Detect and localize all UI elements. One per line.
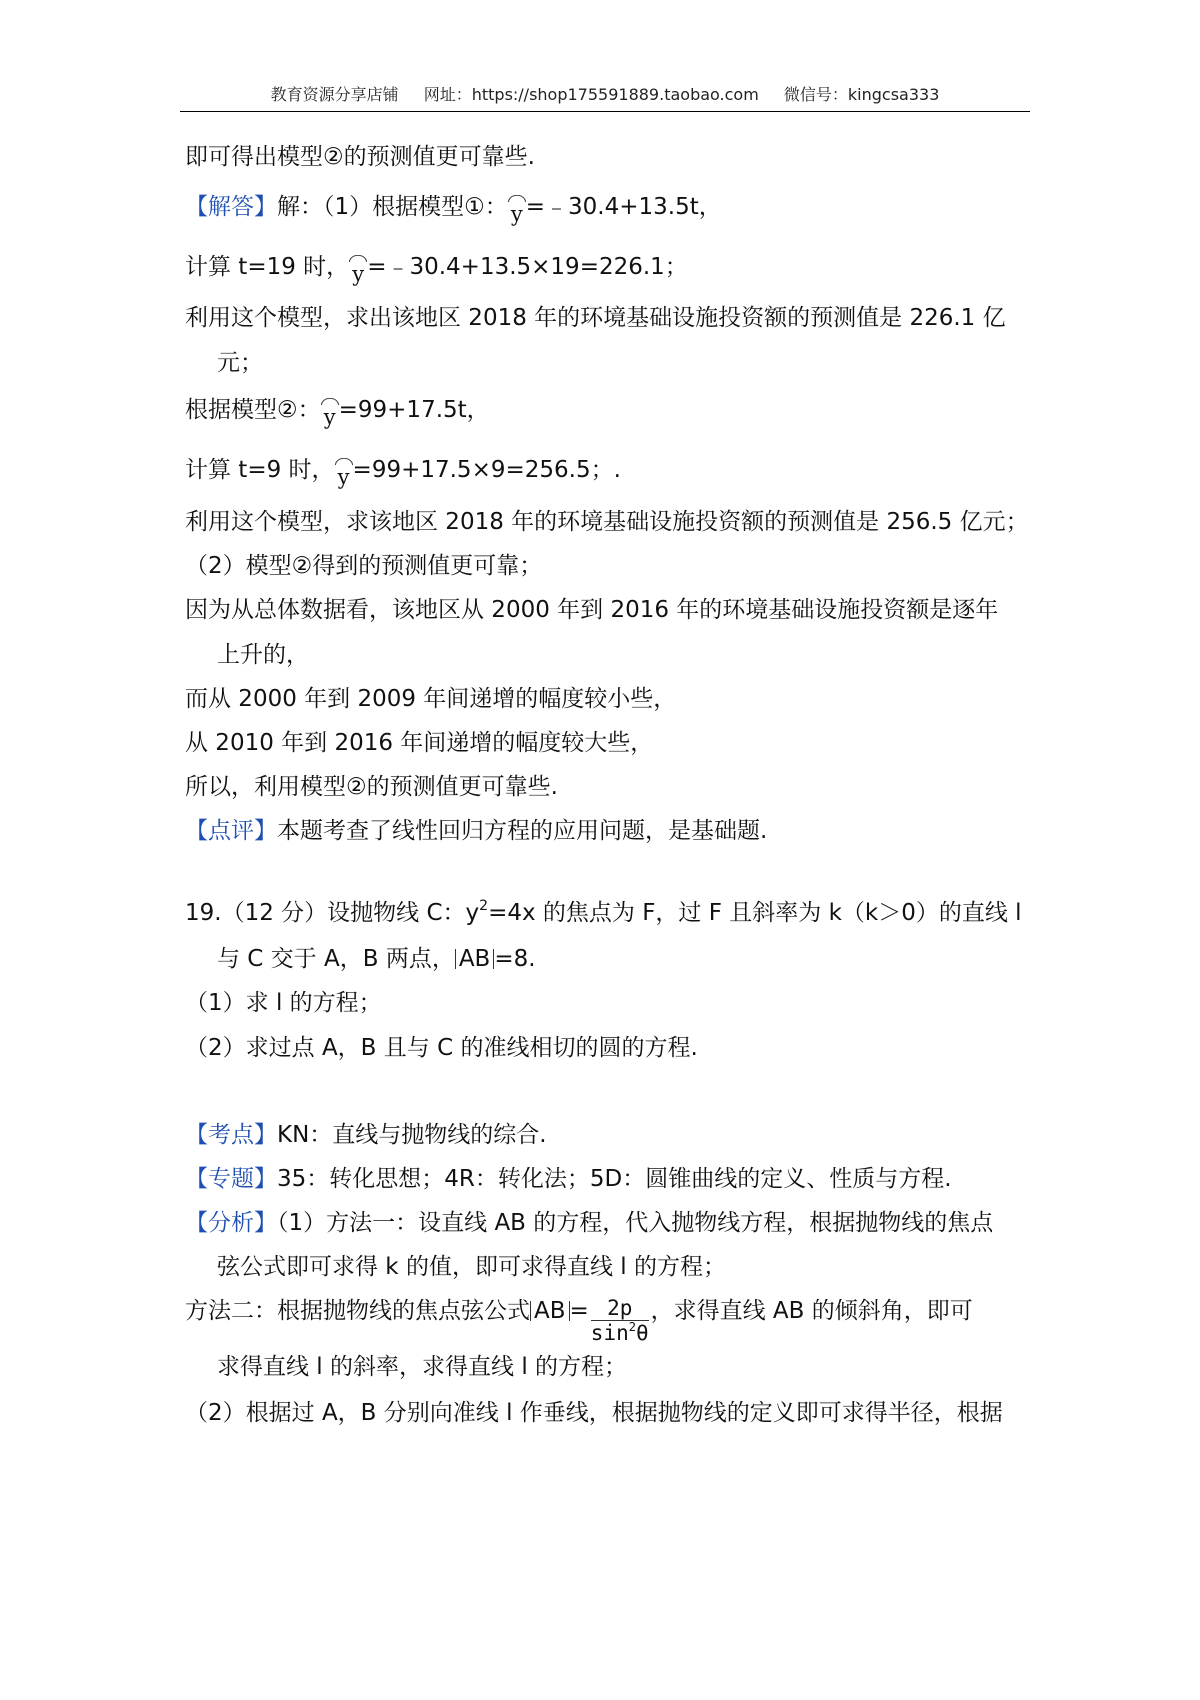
- comment-tag: 【点评】: [185, 818, 277, 844]
- question-19-part1: （1）求 l 的方程；: [185, 990, 382, 1016]
- method-two-line: 方法二：根据抛物线的焦点弦公式 AB = $\frac{2p}{\sin^2\theta}$ ，求得直线 AB 的倾斜角，即可: [185, 1296, 973, 1345]
- text-line: 上升的，: [217, 642, 309, 668]
- answer-tag: 【解答】: [185, 194, 277, 220]
- fraction: $\frac{2p}{\sin^2\theta}$: [590, 1296, 649, 1345]
- kaodian-line: 【考点】KN：直线与抛物线的综合.: [185, 1122, 547, 1148]
- text-line: 即可得出模型②的预测值更可靠些.: [185, 144, 535, 170]
- answer-line: 【解答】解：（1）根据模型①： y =﹣30.4+13.5t，: [185, 192, 722, 229]
- text-line: 求得直线 l 的斜率，求得直线 l 的方程；: [217, 1354, 628, 1380]
- text-line: 根据模型②： y =99+17.5t，: [185, 395, 490, 432]
- text-line: 弦公式即可求得 k 的值，即可求得直线 l 的方程；: [217, 1254, 726, 1280]
- abs-value: AB: [455, 949, 495, 969]
- question-19-part2: （2）求过点 A，B 且与 C 的准线相切的圆的方程.: [185, 1035, 698, 1061]
- y-hat-symbol: y: [321, 402, 339, 432]
- shop-website: 网址：https://shop175591889.taobao.com: [423, 85, 759, 104]
- wechat-id: 微信号：kingcsa333: [783, 85, 940, 104]
- text-line: 计算 t=19 时， y =﹣30.4+13.5×19=226.1；: [185, 252, 688, 289]
- text-line: 利用这个模型，求出该地区 2018 年的环境基础设施投资额的预测值是 226.1 亿: [185, 305, 1006, 331]
- kaodian-tag: 【考点】: [185, 1122, 277, 1148]
- text-line: 元；: [217, 350, 263, 376]
- text-line: （2）模型②得到的预测值更可靠；: [185, 553, 543, 579]
- fenxi-line: 【分析】（1）方法一：设直线 AB 的方程，代入抛物线方程，根据抛物线的焦点: [185, 1210, 994, 1236]
- shop-name: 教育资源分享店铺: [270, 85, 399, 104]
- abs-value: AB: [530, 1301, 570, 1321]
- fenxi-tag: 【分析】: [185, 1210, 277, 1236]
- question-19-cont: 与 C 交于 A，B 两点， AB =8.: [217, 946, 536, 972]
- y-hat-symbol: y: [349, 259, 367, 289]
- text-line: 利用这个模型，求该地区 2018 年的环境基础设施投资额的预测值是 256.5 亿元；: [185, 509, 1029, 535]
- text-line: 而从 2000 年到 2009 年间递增的幅度较小些，: [185, 686, 677, 712]
- page-header: [180, 82, 1030, 105]
- zhuanti-line: 【专题】35：转化思想；4R：转化法；5D：圆锥曲线的定义、性质与方程.: [185, 1166, 952, 1192]
- text-line: 所以，利用模型②的预测值更可靠些.: [185, 774, 558, 800]
- y-hat-symbol: y: [335, 462, 353, 492]
- comment-line: 【点评】本题考查了线性回归方程的应用问题，是基础题.: [185, 818, 768, 844]
- zhuanti-tag: 【专题】: [185, 1166, 277, 1192]
- text-line: 从 2010 年到 2016 年间递增的幅度较大些，: [185, 730, 654, 756]
- text-line: 计算 t=9 时， y =99+17.5×9=256.5；.: [185, 455, 621, 492]
- text-line: （2）根据过 A，B 分别向准线 l 作垂线，根据抛物线的定义即可求得半径，根据: [185, 1400, 1003, 1426]
- header-divider: [180, 111, 1030, 112]
- y-hat-symbol: y: [508, 199, 526, 229]
- question-19: 19.（12 分）设抛物线 C：$y^2=4x$ 的焦点为 F，过 F 且斜率为 k（k＞0）的直线 l: [185, 898, 1022, 926]
- text-line: 因为从总体数据看，该地区从 2000 年到 2016 年的环境基础设施投资额是逐年: [185, 597, 999, 623]
